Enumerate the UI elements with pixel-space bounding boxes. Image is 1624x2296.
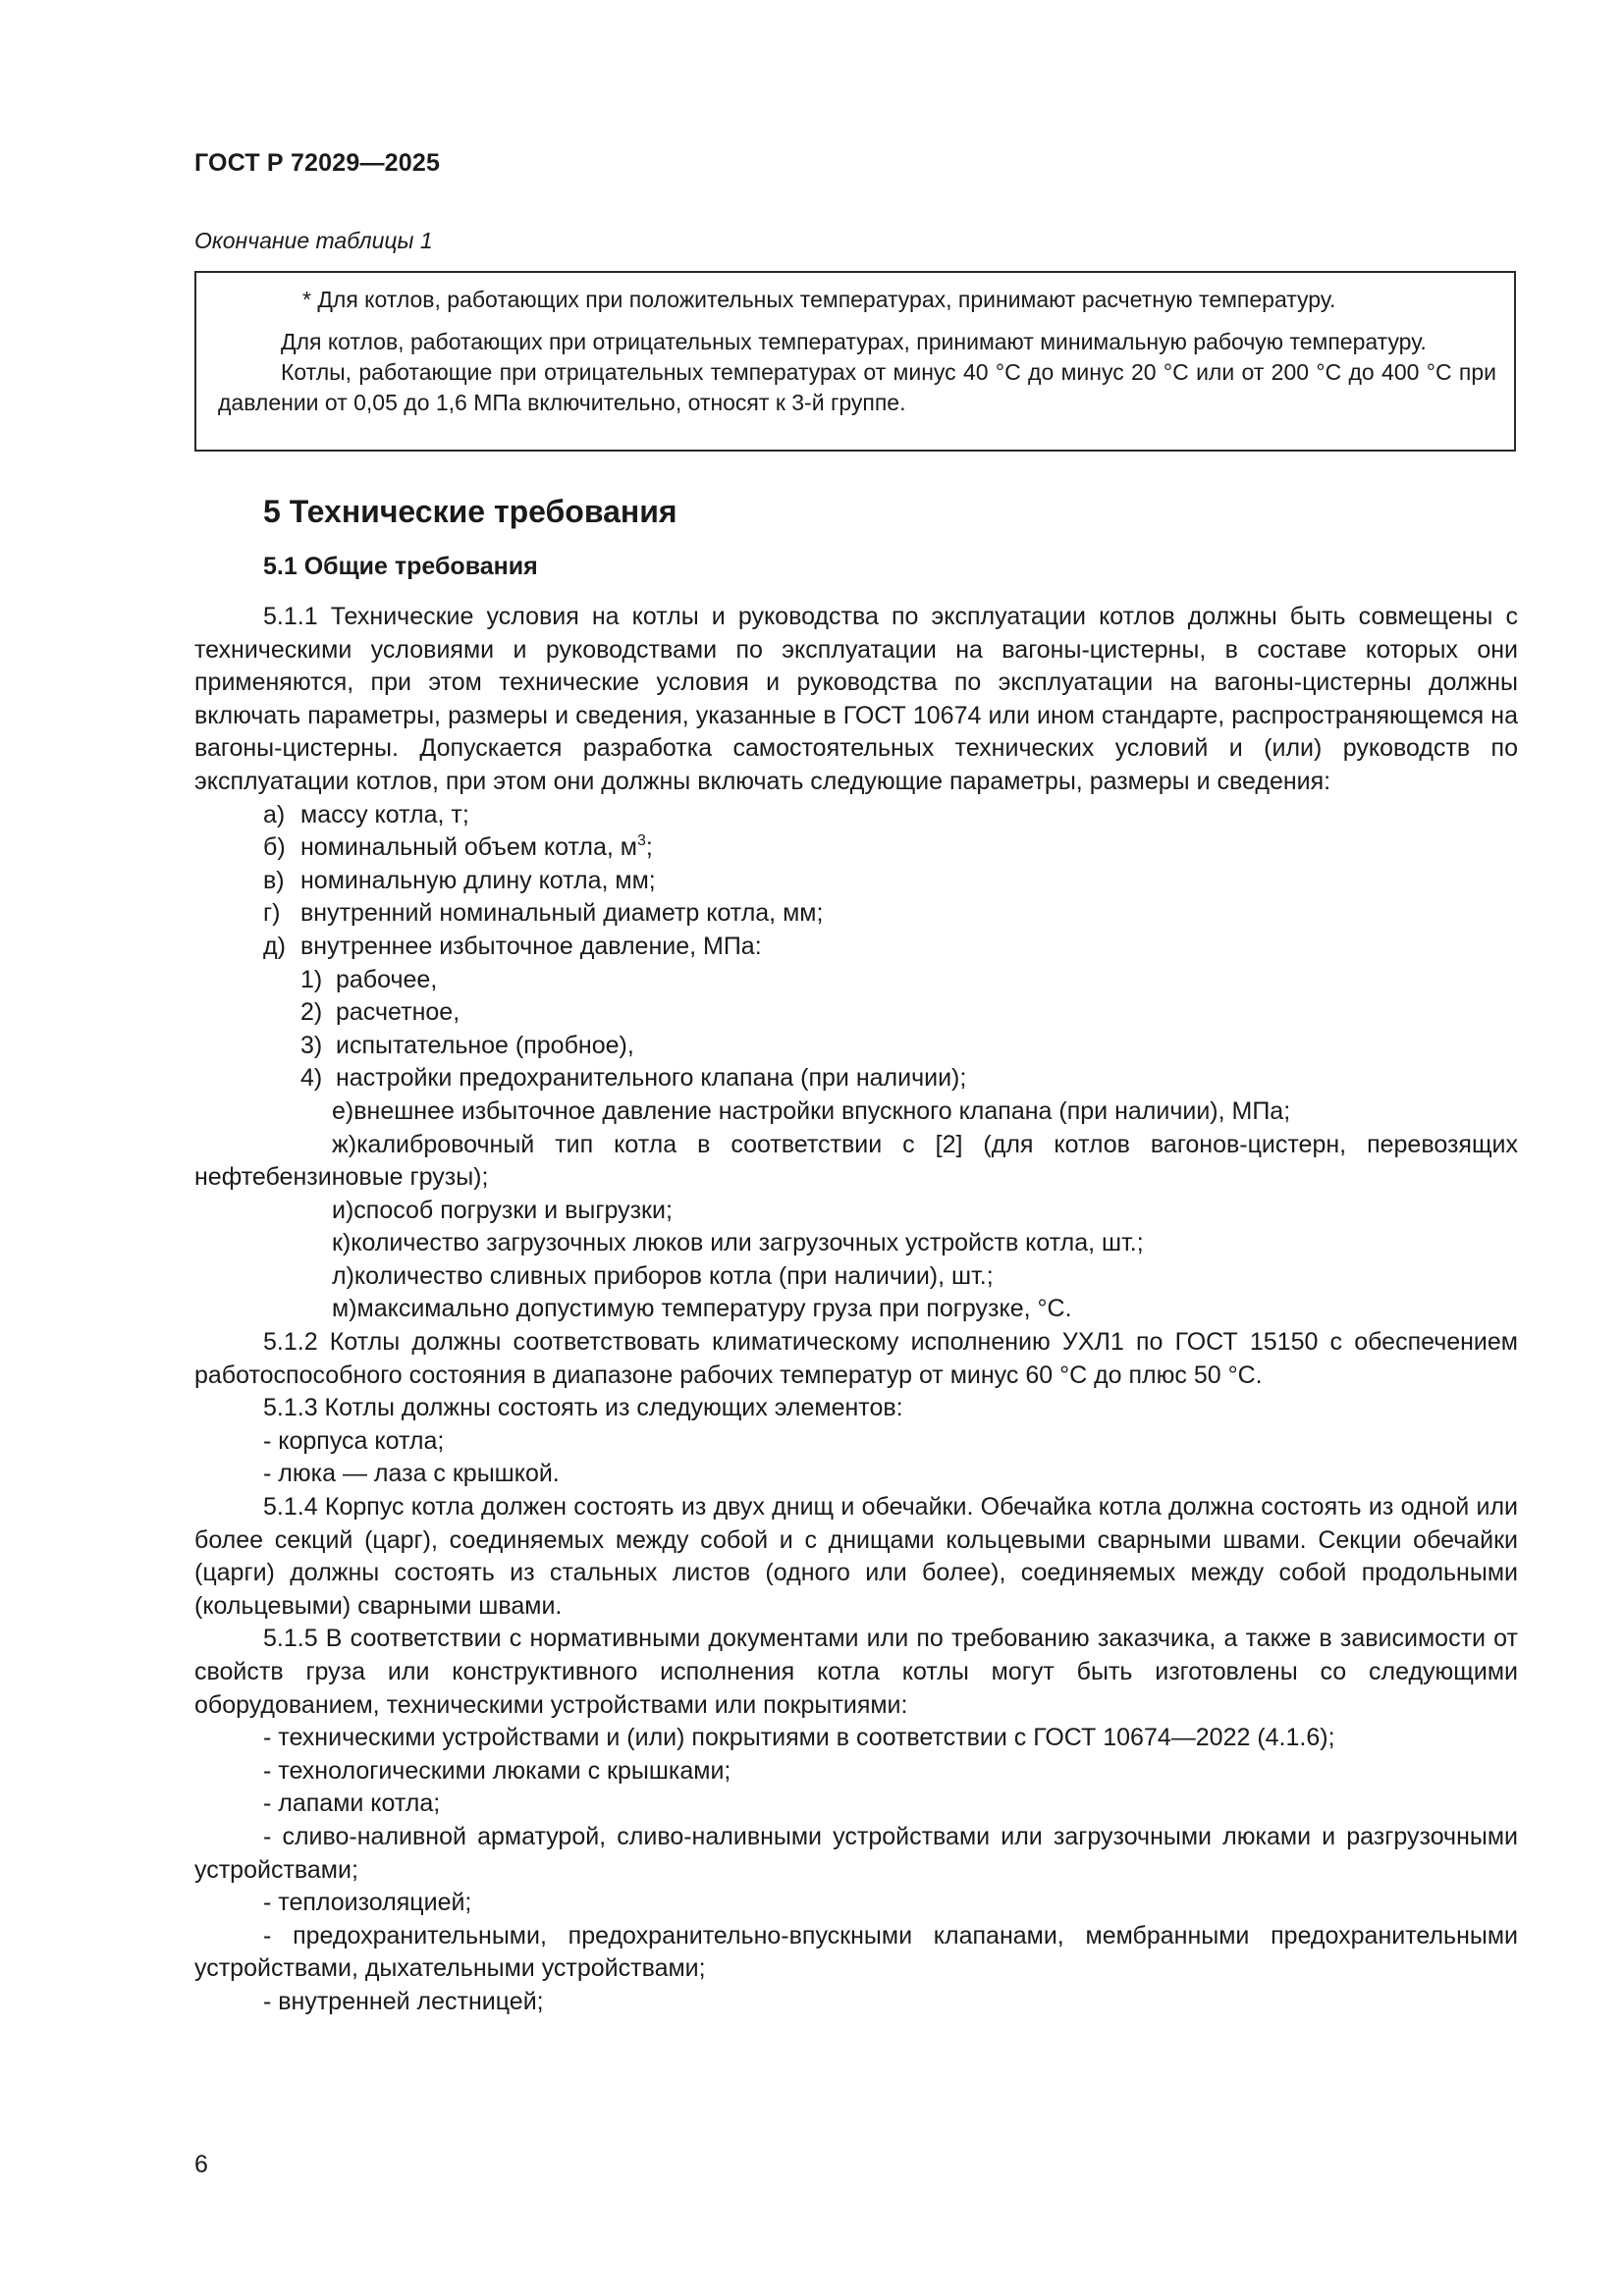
dash-list-item: - лапами котла; — [263, 1789, 441, 1818]
list-item: г) внутренний номинальный диаметр котла, мм; — [263, 899, 824, 928]
table-note-1: * Для котлов, работающих при положительных температурах, принимают расчетную температуру. — [302, 287, 1336, 312]
list-item: в) номинальную длину котла, мм; — [263, 866, 656, 894]
table-notes-box — [194, 271, 1516, 452]
sublist-item: 2) расчетное, — [300, 998, 460, 1027]
subsection-title: 5.1 Общие требования — [263, 553, 538, 580]
paragraph-5-1-2: 5.1.2 Котлы должны соответствовать климатическому исполнению УХЛ1 по ГОСТ 15150 с обеспечением работоспособного состояния в диапазоне рабочих температур от минус 60 °С до плюс 50 °С. — [194, 1328, 1518, 1389]
dash-list-item: - технологическими люками с крышками; — [263, 1756, 731, 1785]
document-code-header: ГОСТ Р 72029—2025 — [194, 149, 441, 177]
dash-list-item: - теплоизоляцией; — [263, 1889, 472, 1917]
list-item: и)способ погрузки и выгрузки; — [332, 1196, 673, 1224]
paragraph-5-1-3: 5.1.3 Котлы должны состоять из следующих элементов: — [263, 1394, 903, 1422]
dash-list-item: - предохранительными, предохранительно-впускными клапанами, мембранными предохранительными устройствами, дыхательными устройствами; — [194, 1921, 1518, 1983]
list-item: е)внешнее избыточное давление настройки впускного клапана (при наличии), МПа; — [332, 1096, 1291, 1125]
table-note-3: Котлы, работающие при отрицательных температурах от минус 40 °С до минус 20 °С или от 200 °С до 400 °С при давлении от 0,05 до 1,6 МПа включительно, относят к 3-й группе. — [218, 359, 1496, 415]
section-title: 5 Технические требования — [263, 494, 677, 529]
sublist-item: 1) рабочее, — [300, 965, 438, 993]
list-item: а) массу котла, т; — [263, 800, 469, 828]
sublist-item: 4) настройки предохранительного клапана (при наличии); — [300, 1064, 967, 1093]
list-item: л)количество сливных приборов котла (при наличии), шт.; — [332, 1261, 994, 1290]
paragraph-5-1-4: 5.1.4 Корпус котла должен состоять из двух днищ и обечайки. Обечайка котла должна состоять из одной или более секций (царг), соединяемых между собой и с днищами кольцевыми сварными швами. Секции обечайки (царги) должны состоять из стальных листов (одного или более), соединяемых между собой продольными (кольцевыми) сварными швами. — [194, 1493, 1518, 1620]
sublist-item: 3) испытательное (пробное), — [300, 1031, 634, 1059]
list-item: к)количество загрузочных люков или загрузочных устройств котла, шт.; — [332, 1229, 1144, 1257]
paragraph-5-1-1: 5.1.1 Технические условия на котлы и руководства по эксплуатации котлов должны быть совмещены с техническими условиями и руководствами по эксплуатации на вагоны-цистерны, в составе которых они применяются, при этом технические условия и руководства по эксплуатации на вагоны-цистерны должны включать параметры, размеры и сведения, указанные в ГОСТ 10674 или ином стандарте, распространяющемся на вагоны-цистерны. Допускается разработка самостоятельных технических условий и (или) руководств по эксплуатации котлов, при этом они должны включать следующие параметры, размеры и сведения: — [194, 603, 1518, 795]
list-item: м)максимально допустимую температуру груза при погрузке, °С. — [332, 1295, 1072, 1323]
list-item: ж)калибровочный тип котла в соответствии с [2] (для котлов вагонов-цистерн, перевозящих нефтебензиновые грузы); — [194, 1130, 1518, 1192]
dash-list-item: - корпуса котла; — [263, 1426, 445, 1455]
dash-list-item: - внутренней лестницей; — [263, 1987, 544, 2015]
paragraph-5-1-5: 5.1.5 В соответствии с нормативными документами или по требованию заказчика, а также в зависимости от свойств груза или конструктивного исполнения котла котлы могут быть изготовлены со следующими оборудованием, техническими устройствами или покрытиями: — [194, 1625, 1518, 1719]
section-body — [194, 601, 1518, 2019]
list-item: б) номинальный объем котла, $м^3$; — [263, 832, 653, 862]
page-number: 6 — [194, 2151, 208, 2178]
list-item: д) внутреннее избыточное давление, МПа: — [263, 932, 762, 960]
dash-list-item: - люка — лаза с крышкой. — [263, 1460, 560, 1488]
table-note-2: Для котлов, работающих при отрицательных температурах, принимают минимальную рабочую температуру. — [281, 329, 1427, 354]
dash-list-item: - сливо-наливной арматурой, сливо-наливными устройствами или загрузочными люками и разгрузочными устройствами; — [194, 1822, 1518, 1884]
table-continuation-caption: Окончание таблицы 1 — [194, 228, 433, 253]
dash-list-item: - техническими устройствами и (или) покрытиями в соответствии с ГОСТ 10674—2022 (4.1.6); — [263, 1724, 1335, 1752]
